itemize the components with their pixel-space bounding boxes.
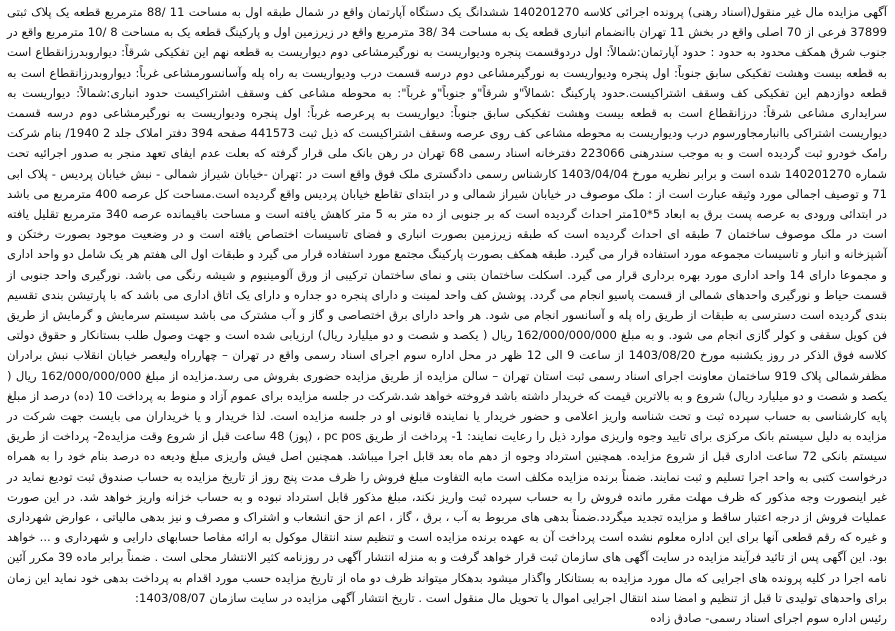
notice-body-text: آگهی مزایده مال غیر منقول(اسناد رهنی) پرونده اجرائی کلاسه 140201270 ششدانگ یک دستگاه آپارتمان واقع در شمال طبقه اول به مساحت 11 /88 مترمربع قطعه یک پلاک ثبتی 37899 فرعی از 70 اصلی واقع در بخش 11 تهران باانضمام انباری قطعه یک به مساحت 34 /38 مترمربع واقع در زیرزمین اول و پارکینگ قطعه یک به مساحت 8 /10 مترمربع واقع در جنوب شرق همکف محدود به حدود : حدود آپارتمان:شمالاً: اول دردوقسمت پنجره ودیواریست به نورگیرمشاعی دوم دیواریست به قطعه نهم این تفکیکی شرقاً: دیواروبدرزانقطاع است به قطعه بیست وهشت تفکیکی سابق جنوباً: اول پنجره ودیواریست به نورگیرمشاعی دوم درسه قسمت درب ودیواریست به راه پله وآسانسورمشاعی غرباً: دیواروبدرزانقطاع است به قطعه دوازدهم این تفکیکی کف وسقف اشتراکیست.حدود پارکینگ :شمالاً"و شرقاً"و جنوباً"و غرباً": به محوطه مشاعی کف وسقف اشتراکیست حدود انباری:شمالاً: دیواریست به سرایداری مشاعی شرقاً: درزانقطاع است به قطعه بیست وهشت تفکیکی سابق جنوباً: دیواریست به پرعرصه غرباً: اول پنجره ودیواریست به نورگیرمشاعی دوم درسه قسمت دیواریست اشتراکی باانبارمجاورسوم درب ودیواریست به محوطه مشاعی کف روی عرصه وسقف اشتراکیست که ذیل ثبت 441573 صفحه 394 دفتر املاک جلد 2 1940/ بنام شرکت رامک خودرو ثبت گردیده است و به موجب سندرهنی 223066 دفترخانه اسناد رسمی 68 تهران در رهن بانک ملی قرار گرفته که بعلت عدم ایفای تعهد منجر به صدور اجرائیه تحت شماره 140201270 شده است و برابر نظریه مورخ 1403/04/04 کارشناس رسمی دادگستری ملک فوق واقع است در :تهران -خیابان شیراز شمالی - نبش خیابان پردیس - پلاک ابی 71 و توصیف اجمالی مورد وثیقه عبارت است از : ملک موصوف در خیابان شیراز شمالی و در ابتدای تقاطع خیابان پردیس واقع گردیده است.مساحت کل عرصه 400 مترمربع می باشد در ابتدائی ورودی به عرصه پست برق به ابعاد 5*10متر احداث گردیده است که بر جنوبی از ده متر به 5 متر کاهش یافته است و مساحت باقیمانده عرصه 340 مترمربع تقلیل یافته است در ملک موصوف ساختمان 7 طبقه ای احداث گردیده است که طبقه زیرزمین بصورت انباری و فضای تاسیسات اختصاص یافته است و در وضعیت موجود بصورت رختکن و آشپزخانه و انبار و تاسیسات مجموعه مورد استفاده قرار می گیرد. طبقه همکف بصورت پارکینگ مجتمع مورد استفاده قرار می گیرد و طبقات اول الی هفتم هر یک شامل دو واحد اداری و مجموعا دارای 14 واحد اداری مورد بهره برداری قرار می گیرد. اسکلت ساختمان بتنی و نمای ساختمان ترکیبی از ورق آلومینیوم و شیشه رنگی می باشد. نورگیری واحد جنوبی از قسمت حیاط و نورگیری واحدهای شمالی از قسمت پاسیو انجام می گردد. پوشش کف واحد لمینت و دارای پنجره دو جداره و دارای یک اتاق اداری می باشد که با پارتیشن بندی تقسیم بندی گردیده است دسترسی به طبقات از طریق راه پله و آسانسور انجام می شود. هر واحد دارای برق اختصاصی و گاز و آب مشترک می باشد سیستم سرمایش و گرمایش از طریق فن کویل سقفی و کولر گازی انجام می شود. و به مبلغ 162/000/000/000 ریال ( یکصد و شصت و دو میلیارد ریال) ارزیابی شده است و جهت وصول طلب بستانکار و حقوق دولتی کلاسه فوق الذکر در روز یکشنبه مورخ 1403/08/20 از ساعت 9 الی 12 ظهر در محل اداره سوم اجرای اسناد رسمی واقع در تهران – چهارراه ولیعصر خیابان انقلاب نبش برادران مظفرشمالی پلاک 919 ساختمان معاونت اجرای اسناد رسمی ثبت استان تهران – سالن مزایده از طریق مزایده حضوری بفروش می رسد.مزایده از مبلغ 162/000/000/000 ریال ( یکصد و شصت و دو میلیارد ریال) شروع و به بالاترین قیمت که خریدار داشته باشد فروخته خواهد شد.شرکت در جلسه مزایده برای عموم آزاد و منوط به پرداخت 10 (ده) درصد از مبلغ پایه کارشناسی به حساب سپرده ثبت و تحت شناسه واریز اعلامی و حضور خریدار یا نماینده قانونی او در جلسه مزایده است. لذا خریدار و یا خریداران می بایست جهت شرکت در مزایده به دلیل سیستم بانک مرکزی برای تایید وجوه واریزی موارد ذیل را رعایت نمایند: 1- پرداخت از طریق pc pos ، (پوز) 48 ساعت قبل از شروع وقت مزایده2- پرداخت از طریق سیستم بانکی 72 ساعت اداری قبل از شروع مزایده. همچنین استرداد وجوه از دهم ماه بعد قابل اجرا میباشد. همچنین اصل فیش واریزی مبلغ ودیعه ده درصد بنام خود را به همراه درخواست کتبی به واحد اجرا تسلیم و ثبت نمایند. ضمناً برنده مزایده مکلف است مابه التفاوت مبلغ فروش را ظرف مدت پنج روز از تاریخ مزایده به حساب صندوق ثبت تودیع نماید در غیر اینصورت وجه مذکور که ظرف مهلت مقرر مانده فروش را به حساب سپرده ثبت واریز نکند، مبلغ مذکور قابل استرداد نبوده و به حساب خزانه واریز خواهد شد. در این صورت عملیات فروش از درجه اعتبار ساقط و مزایده تجدید میگردد.ضمناً بدهی های مربوط به آب ، برق ، گاز ، اعم از حق انشعاب و اشتراک و مصرف و نیز بدهی مالیاتی ، عوارض شهرداری و غیره که رقم قطعی آنها برای این اداره معلوم نشده است پرداخت آن به عهده برنده مزایده است و تنظیم سند انتقال موکول به ارائه مفاصا حسابهای دارایی و شهرداری و ... خواهد بود. این آگهی پس از تائید فرآیند مزایده در سایت آگهی های سازمان ثبت قرار خواهد گرفت و به منزله انتشار آگهی در روزنامه کثیر الانتشار محلی است . ضمناً برابر ماده 39 مکرر آئین نامه اجرا در کلیه پرونده های اجرایی که مال مورد مزایده به بستانکار واگذار میشود بدهکار میتواند ظرف دو ماه از تاریخ مزایده حسب مورد اقدام به پرداخت بدهی خود نماید این زمان برای واحدهای تولیدی تا قبل از تنظیم و امضا سند انتقال اجرایی اموال یا تحویل مال منقول است . تاریخ انتشار آگهی مزایده در سایت سازمان 1403/08/07:: [7, 5, 888, 605]
auction-notice: [7, 2, 887, 628]
notice-signature: رئیس اداره سوم اجرای اسناد رسمی- صادق زاده: [650, 611, 887, 626]
